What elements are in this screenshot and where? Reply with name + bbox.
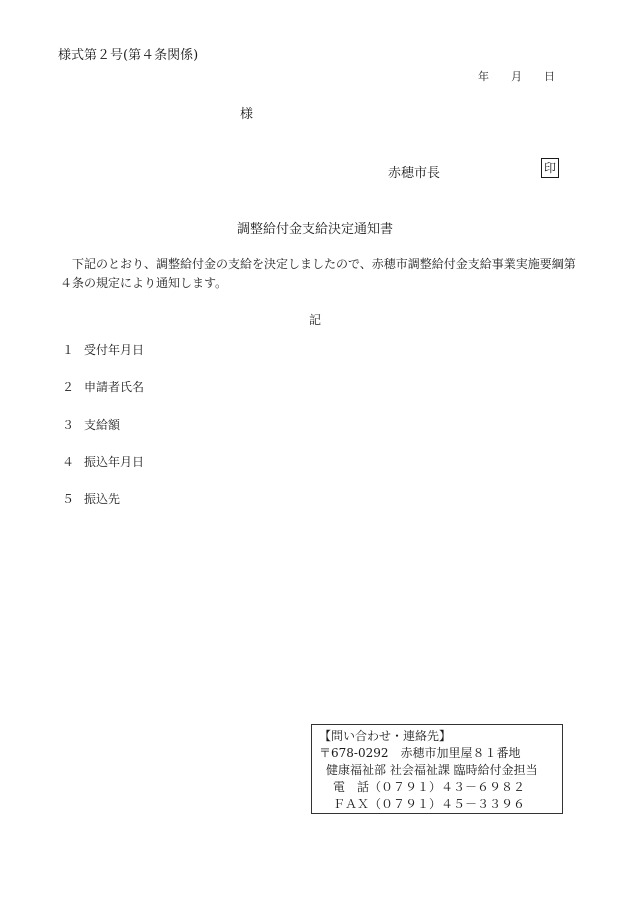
seal-stamp-box: 印	[541, 158, 559, 178]
item-label: 受付年月日	[84, 343, 145, 357]
ki-heading: 記	[309, 313, 322, 327]
body-line-1: 下記のとおり、調整給付金の支給を決定しましたので、赤穂市調整給付金支給事業実施要綱第	[72, 257, 576, 271]
form-number-label: 様式第２号(第４条関係)	[58, 48, 199, 63]
item-payment-amount	[62, 416, 120, 433]
item-label: 支給額	[84, 418, 121, 432]
contact-fax: ＦＡＸ（０７９１）４５－３３９６	[333, 797, 526, 811]
item-transfer-destination	[62, 490, 120, 507]
contact-info-box	[311, 724, 563, 814]
contact-department: 健康福祉部 社会福祉課 臨時給付金担当	[326, 763, 538, 777]
item-transfer-date	[62, 453, 144, 470]
item-label: 振込先	[84, 492, 121, 506]
date-day-label: 日	[544, 70, 555, 83]
item-label: 申請者氏名	[84, 380, 145, 394]
body-line-2: ４条の規定により通知します。	[60, 276, 228, 290]
contact-address: 〒678-0292 赤穂市加里屋８１番地	[319, 746, 521, 760]
document-title: 調整給付金支給決定通知書	[236, 222, 393, 237]
item-number: ２	[62, 380, 75, 394]
item-number: ５	[62, 492, 75, 506]
addressee-suffix: 様	[240, 107, 254, 122]
item-label: 振込年月日	[84, 455, 145, 469]
body-paragraph	[60, 255, 580, 293]
item-received-date	[62, 341, 144, 358]
date-year-label: 年	[478, 70, 489, 83]
item-number: ３	[62, 418, 75, 432]
item-applicant-name	[62, 378, 144, 395]
item-number: １	[62, 343, 75, 357]
date-line	[478, 68, 555, 84]
contact-phone: 電 話（０７９１）４３－６９８２	[333, 780, 526, 794]
contact-heading: 【問い合わせ・連絡先】	[319, 729, 452, 743]
item-number: ４	[62, 455, 75, 469]
date-month-label: 月	[511, 70, 522, 83]
issuer-name: 赤穂市長	[388, 166, 441, 181]
